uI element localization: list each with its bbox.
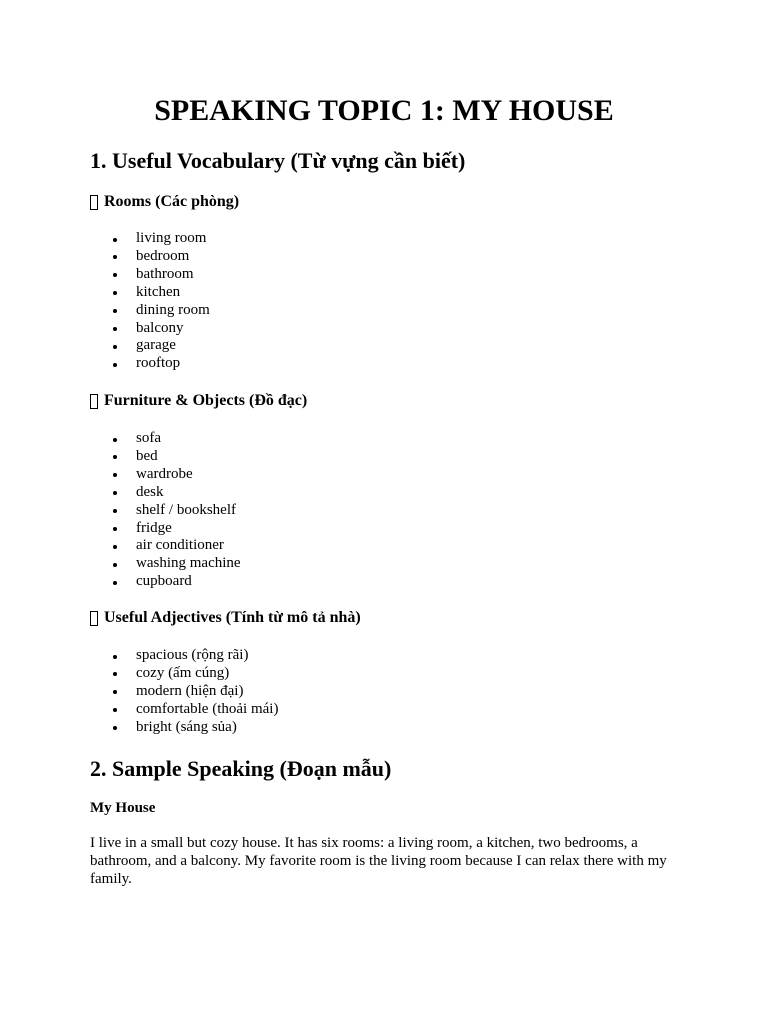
list-item xyxy=(110,355,210,373)
list-item xyxy=(110,665,278,683)
list-item xyxy=(110,484,241,502)
list-item xyxy=(110,320,210,338)
subsection-heading-adjectives xyxy=(90,608,361,628)
bullet-icon xyxy=(113,473,117,477)
list-item-text: bed xyxy=(136,447,158,464)
bullet-icon xyxy=(113,545,117,549)
bullet-icon xyxy=(113,309,117,313)
list-item xyxy=(110,719,278,737)
bullet-icon xyxy=(113,672,117,676)
adjectives-list xyxy=(110,647,278,737)
missing-glyph-icon xyxy=(90,611,98,626)
list-item xyxy=(110,537,241,555)
bullet-icon xyxy=(113,291,117,295)
list-item-text: living room xyxy=(136,230,207,246)
bullet-icon xyxy=(113,491,117,495)
list-item xyxy=(110,230,210,248)
list-item xyxy=(110,266,210,284)
list-item xyxy=(110,284,210,302)
bullet-icon xyxy=(113,255,117,259)
list-item xyxy=(110,302,210,320)
bullet-icon xyxy=(113,509,117,513)
bullet-icon xyxy=(113,581,117,585)
subsection-heading-adjectives-text: Useful Adjectives (Tính từ mô tả nhà) xyxy=(104,609,361,626)
page-title: SPEAKING TOPIC 1: MY HOUSE xyxy=(154,94,614,127)
bullet-icon xyxy=(113,438,117,442)
bullet-icon xyxy=(113,345,117,349)
list-item-text: cupboard xyxy=(136,573,192,590)
bullet-icon xyxy=(113,363,117,367)
list-item-text: rooftop xyxy=(136,355,181,372)
bullet-icon xyxy=(113,273,117,277)
list-item xyxy=(110,555,241,573)
missing-glyph-icon xyxy=(90,394,98,409)
list-item-text: wardrobe xyxy=(136,465,193,482)
list-item xyxy=(110,520,241,538)
section-heading-sample: 2. Sample Speaking (Đoạn mẫu) xyxy=(90,756,392,781)
list-item xyxy=(110,430,241,448)
bullet-icon xyxy=(113,563,117,567)
subsection-heading-furniture xyxy=(90,391,307,411)
list-item xyxy=(110,701,278,719)
list-item xyxy=(110,502,241,520)
list-item xyxy=(110,683,278,701)
missing-glyph-icon xyxy=(90,195,98,210)
list-item-text: desk xyxy=(136,483,164,500)
list-item-text: shelf / bookshelf xyxy=(136,501,236,518)
bullet-icon xyxy=(113,690,117,694)
list-item xyxy=(110,448,241,466)
sample-title: My House xyxy=(90,800,156,816)
section-heading-vocabulary: 1. Useful Vocabulary (Từ vựng cần biết) xyxy=(90,148,466,173)
list-item-text: garage xyxy=(136,337,176,354)
bullet-icon xyxy=(113,655,117,659)
list-item-text: air conditioner xyxy=(136,537,224,554)
list-item-text: dining room xyxy=(136,301,210,318)
list-item-text: bedroom xyxy=(136,247,190,264)
bullet-icon xyxy=(113,726,117,730)
subsection-heading-furniture-text: Furniture & Objects (Đồ đạc) xyxy=(104,392,308,409)
list-item-text: comfortable (thoải mái) xyxy=(136,700,279,717)
list-item-text: kitchen xyxy=(136,283,181,300)
bullet-icon xyxy=(113,708,117,712)
list-item-text: modern (hiện đại) xyxy=(136,682,244,699)
list-item xyxy=(110,466,241,484)
subsection-heading-rooms xyxy=(90,192,239,212)
sample-paragraph: I live in a small but cozy house. It has six rooms: a living room, a kitchen, two bedrooms, a bathroom, and a balcony. My favorite room is the living room because I can relax there with my family. xyxy=(90,835,667,887)
list-item-text: washing machine xyxy=(136,555,241,572)
furniture-list xyxy=(110,430,241,591)
list-item-text: bright (sáng sủa) xyxy=(136,718,237,735)
subsection-heading-rooms-text: Rooms (Các phòng) xyxy=(104,193,240,210)
list-item xyxy=(110,647,278,665)
list-item xyxy=(110,337,210,355)
list-item xyxy=(110,248,210,266)
rooms-list xyxy=(110,230,210,373)
list-item-text: cozy (ấm cúng) xyxy=(136,664,230,681)
list-item-text: balcony xyxy=(136,319,184,336)
list-item-text: bathroom xyxy=(136,265,194,282)
bullet-icon xyxy=(113,238,117,242)
list-item xyxy=(110,573,241,591)
bullet-icon xyxy=(113,455,117,459)
list-item-text: fridge xyxy=(136,519,172,536)
list-item-text: sofa xyxy=(136,430,161,446)
bullet-icon xyxy=(113,527,117,531)
list-item-text: spacious (rộng rãi) xyxy=(136,647,249,663)
bullet-icon xyxy=(113,327,117,331)
